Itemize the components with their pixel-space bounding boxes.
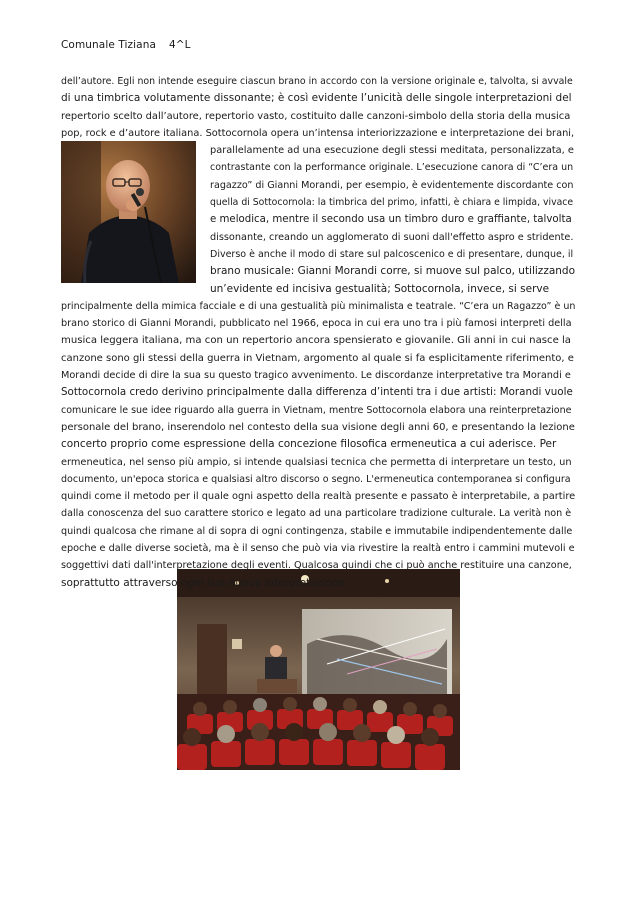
text-line: dalla conoscenza del suo carattere storico e legato ad una particolare tradizione culturale. La verità non è — [61, 508, 572, 520]
text-line: soprattutto attraverso ogni sua nuova interpretazione. — [61, 576, 348, 589]
text-line: concerto proprio come espressione della concezione filosofica ermeneutica a cui aderisce. Per — [61, 438, 557, 451]
text-line: di una timbrica volutamente dissonante; è così evidente l’unicità delle singole interpretazioni del — [61, 92, 572, 105]
text-line: documento, un'epoca storica e qualsiasi altro discorso o segno. L'ermeneutica contemporanea si configura — [61, 473, 571, 485]
text-line: Diverso è anche il modo di stare sul palcoscenico e di presentare, dunque, il — [210, 248, 574, 260]
class-label: 4^L — [169, 39, 191, 51]
text-line: epoche e dalle diverse società, ma è il senso che può via via rivestire la realtà entro i cammini mutevoli e — [61, 543, 575, 555]
text-line: dissonante, creando un agglomerato di suoni dall'effetto aspro e stridente. — [210, 231, 574, 243]
text-line: ragazzo” di Gianni Morandi, per esempio, è evidentemente discordante con — [210, 179, 574, 191]
text-line: Morandi decide di dire la sua su questo tragico avvenimento. Le discordanze interpretative tra Morandi e — [61, 370, 571, 382]
text-line: quindi qualcosa che rimane al di sopra di ogni contingenza, stabile e immutabile indipendentemente dalle — [61, 525, 573, 537]
text-line: pop, rock e d’autore italiana. Sottocornola opera un’intensa interiorizzazione e interpretazione dei brani, — [61, 127, 575, 139]
text-line: brano storico di Gianni Morandi, pubblicato nel 1966, epoca in cui era uno tra i più famosi interpreti della — [61, 318, 572, 330]
text-line: personale del brano, inserendolo nel contesto della sua visione degli anni 60, e presentando la lezione — [61, 421, 575, 433]
text-line: musica leggera italiana, ma con un repertorio ancora spensierato e giovanile. Gli anni in cui nasce la — [61, 335, 571, 347]
text-line: un’evidente ed incisiva gestualità; Sottocornola, invece, si serve — [210, 282, 550, 295]
text-line: contrastante con la performance originale. L’esecuzione canora di “C’era un — [210, 162, 574, 174]
article-body — [61, 73, 575, 592]
text-line: comunicare le sue idee riguardo alla guerra in Vietnam, mentre Sottocornola elabora una reinterpretazione — [61, 404, 572, 416]
page-header — [61, 39, 191, 51]
text-line: repertorio scelto dall’autore, repertorio vasto, costituito dalle canzoni-simbolo della storia della musica — [61, 110, 571, 122]
text-line: ermeneutica, nel senso più ampio, si intende qualsiasi tecnica che permetta di interpretare un testo, un — [61, 456, 572, 468]
text-line: brano musicale: Gianni Morandi corre, si muove sul palco, utilizzando — [210, 265, 575, 278]
text-line: parallelamente ad una esecuzione degli stessi meditata, personalizzata, e — [210, 145, 574, 157]
text-line: canzone sono gli stessi della guerra in Vietnam, argomento al quale si fa esplicitamente riferimento, e — [61, 352, 574, 364]
text-line: soggettivi dati dall'interpretazione degli eventi. Qualcosa quindi che ci può anche restituire una canzone, — [61, 560, 572, 572]
audience-photo — [177, 569, 460, 770]
text-line: quella di Sottocornola: la timbrica del primo, infatti, è chiara e limpida, vivace — [210, 197, 574, 209]
text-line: e melodica, mentre il secondo usa un timbro duro e graffiante, talvolta — [210, 214, 572, 226]
text-line: dell’autore. Egli non intende eseguire ciascun brano in accordo con la versione originale e, talvolta, si avvale — [61, 76, 573, 87]
author-name: Comunale Tiziana — [61, 39, 157, 51]
text-line: Sottocornola credo derivino principalmente dalla differenza d’intenti tra i due artisti: Morandi vuole — [61, 386, 573, 399]
text-line: quindi come il metodo per il quale ogni aspetto della realtà presente e passato è interpretabile, a partire — [61, 491, 575, 503]
text-line: principalmente della mimica facciale e di una gestualità più minimalista e teatrale. “C’era un Ragazzo” è un — [61, 300, 575, 312]
